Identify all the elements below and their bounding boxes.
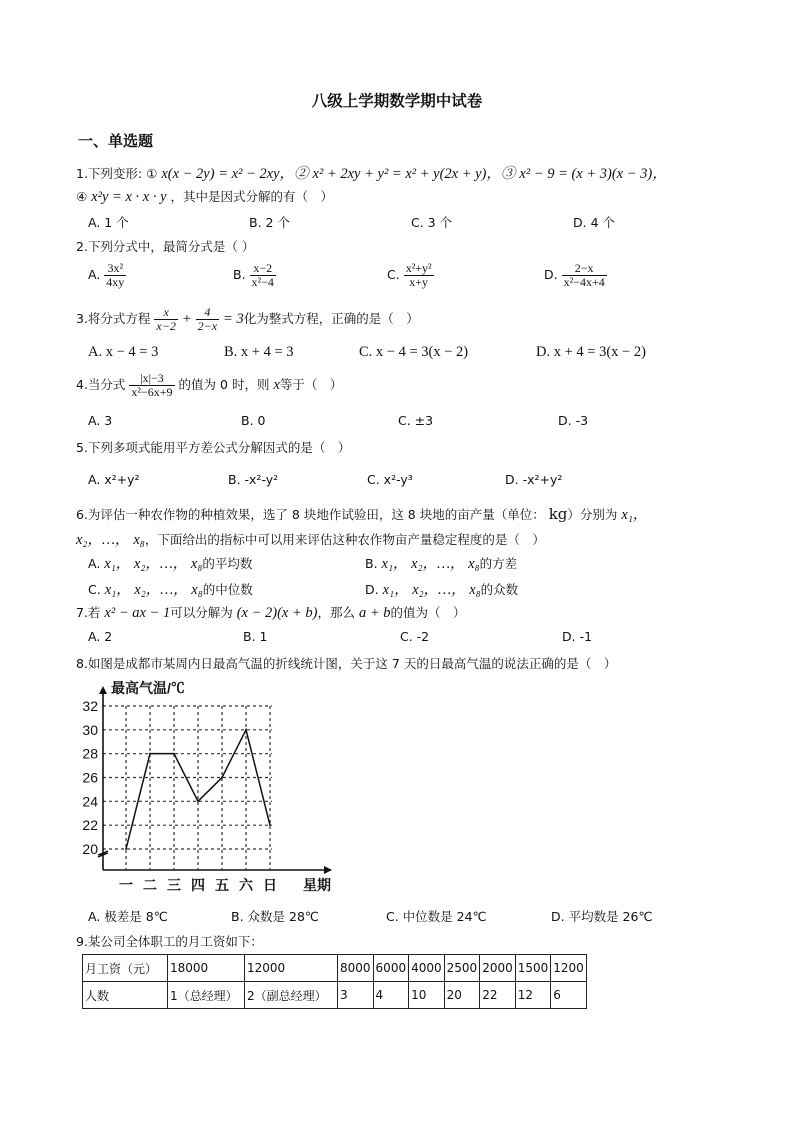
section-title: 一、单选题	[78, 132, 154, 150]
numerator: x	[154, 306, 177, 320]
q1-expr2: x² + 2xy + y² = x² + y(2x + y)，③	[312, 166, 516, 182]
chart-y-axis-label: 最高气温/℃	[111, 680, 185, 696]
q6-line1: 6.为评估一种农作物的种植效果，选了 8 块地作试验田，这 8 块地的亩产量（单位：	[76, 507, 545, 522]
chart-data-point	[173, 753, 175, 755]
denominator: x²−4	[251, 275, 274, 289]
q6-option-d[interactable]	[365, 578, 518, 599]
q7-stem-mid2: ，那么	[317, 605, 355, 620]
q6-unit: kg	[548, 505, 568, 523]
table-cell: 1200	[551, 955, 587, 982]
chart-x-tick-label: 五	[215, 877, 229, 893]
q7-option-d[interactable]: D. -1	[562, 629, 593, 644]
q1-expr1: x(x − 2y) = x² − 2xy，②	[161, 166, 309, 182]
chart-y-tick-label: 24	[82, 793, 98, 810]
table-cell: 2000	[480, 955, 516, 982]
q6-option-c-vars: x₁， x₂，…， x₈	[104, 582, 203, 598]
chart-x-tick-label: 一	[119, 877, 133, 893]
q6-option-b[interactable]	[365, 552, 517, 573]
q3-fraction-1	[154, 306, 177, 333]
table-cell: 22	[480, 982, 516, 1009]
chart-x-axis-label: 星期	[303, 877, 331, 893]
numerator: 4	[196, 306, 219, 320]
chart-data-point	[125, 848, 127, 850]
q7-stem-prefix: 7.若	[76, 605, 101, 620]
table-cell: 1（总经理）	[168, 982, 245, 1009]
q2-option-d-fraction	[562, 262, 607, 289]
table-cell: 12	[515, 982, 551, 1009]
numerator: |x|−3	[129, 372, 174, 386]
q6-line2-vars: x₂，…，	[76, 532, 130, 548]
chart-series-line	[125, 729, 271, 850]
q7-expr: x² − ax − 1	[104, 605, 171, 621]
chart-x-tick-label: 四	[191, 877, 205, 893]
question-1-line1	[76, 162, 667, 183]
question-5-stem: 5.下列多项式能用平方差公式分解因式的是（ ）	[76, 440, 351, 455]
chart-x-tick-label: 三	[167, 877, 181, 893]
q2-option-c-fraction	[404, 262, 434, 289]
q3-plus: +	[181, 311, 192, 327]
chart-y-tick-label: 28	[82, 745, 98, 762]
q6-x1: x₁，	[621, 507, 648, 523]
question-3-stem	[76, 306, 419, 333]
q4-fraction	[129, 372, 174, 399]
q2-option-b-fraction	[250, 262, 276, 289]
table-cell: 2500	[444, 955, 480, 982]
q6-option-a-label: A.	[88, 556, 101, 571]
q6-option-a[interactable]	[88, 552, 252, 573]
table-cell: 2（副总经理）	[245, 982, 338, 1009]
table-cell: 6000	[373, 955, 409, 982]
q6-line2-tail: ，下面给出的指标中可以用来评估这种农作物亩产量稳定程度的是（ ）	[144, 532, 545, 547]
chart-y-tick-label: 20	[82, 841, 98, 857]
q1-mark-4: ④	[76, 189, 88, 204]
q4-option-b[interactable]: B. 0	[241, 413, 266, 428]
q6-option-b-label: B.	[365, 556, 378, 571]
q1-option-a[interactable]: A. 1 个	[88, 215, 129, 230]
chart-tick-labels	[82, 698, 277, 893]
chart-data-point	[245, 729, 247, 731]
chart-y-tick-label: 32	[82, 698, 98, 714]
chart-y-tick-label: 22	[82, 817, 98, 834]
q4-option-d[interactable]: D. -3	[558, 413, 589, 428]
table-cell: 人数	[83, 982, 168, 1009]
q7-stem-suffix: 的值为（ ）	[390, 605, 466, 620]
chart-y-tick-label: 26	[82, 769, 98, 786]
q2-option-c[interactable]	[387, 262, 434, 289]
q5-option-a[interactable]: A. x²+y²	[88, 472, 140, 487]
table-cell: 1500	[515, 955, 551, 982]
chart-data-point	[221, 777, 223, 779]
table-row	[83, 982, 587, 1009]
denominator: x−2	[156, 319, 176, 333]
page-title: 八级上学期数学期中试卷	[311, 92, 483, 110]
q3-equals: = 3	[223, 311, 244, 327]
denominator: x²−4x+4	[563, 275, 605, 289]
denominator: x²−6x+9	[131, 385, 173, 399]
q2-option-d[interactable]	[544, 262, 607, 289]
table-cell: 18000	[168, 955, 245, 982]
q6-option-d-label: D.	[365, 582, 379, 597]
q6-option-c[interactable]	[88, 578, 253, 599]
q8-option-b[interactable]: B. 众数是 28℃	[231, 909, 319, 924]
q8-option-a[interactable]: A. 极差是 8℃	[88, 909, 168, 924]
table-cell: 20	[444, 982, 480, 1009]
q1-option-b[interactable]: B. 2 个	[249, 215, 290, 230]
q1-expr3: x² − 9 = (x + 3)(x − 3)，	[519, 166, 667, 182]
q3-option-c[interactable]: C. x − 4 = 3(x − 2)	[359, 344, 469, 360]
table-cell: 12000	[245, 955, 338, 982]
q6-line1-tail: ）分别为	[567, 507, 618, 522]
q4-stem-suffix: 等于（ ）	[279, 377, 343, 392]
q3-option-d[interactable]: D. x + 4 = 3(x − 2)	[536, 344, 646, 360]
denominator: x+y	[409, 275, 429, 289]
table-cell: 月工资（元）	[83, 955, 168, 982]
q2-option-b[interactable]	[233, 262, 276, 289]
question-1-line2	[76, 187, 333, 206]
q5-option-c[interactable]: C. x²-y³	[367, 472, 413, 487]
q7-option-c[interactable]: C. -2	[400, 629, 430, 644]
numerator: x²+y²	[405, 261, 432, 275]
q7-option-a[interactable]: A. 2	[88, 629, 113, 644]
question-2-stem: 2.下列分式中，最简分式是（ ）	[76, 239, 255, 254]
table-row	[83, 955, 587, 982]
chart-series-polyline	[126, 730, 270, 849]
q3-stem-prefix: 3.将分式方程	[76, 311, 151, 326]
numerator: x−2	[250, 262, 276, 276]
question-8-stem: 8.如图是成都市某周内日最高气温的折线统计图，关于这 7 天的日最高气温的说法正确的是（ ）	[76, 656, 617, 671]
numerator: 3x²	[104, 262, 126, 276]
q8-option-d[interactable]: D. 平均数是 26℃	[551, 909, 653, 924]
q3-option-b[interactable]: B. x + 4 = 3	[224, 344, 294, 360]
q6-option-d-vars: x₁， x₂，…， x₈	[382, 582, 481, 598]
q2-option-a-fraction	[104, 262, 126, 289]
q3-option-a[interactable]: A. x − 4 = 3	[88, 344, 159, 360]
temperature-line-chart	[76, 676, 338, 898]
q3-stem-suffix: 化为整式方程，正确的是（ ）	[243, 311, 419, 326]
chart-x-tick-label: 二	[143, 877, 157, 893]
q7-expr3: a + b	[358, 605, 391, 621]
chart-data-point	[197, 800, 199, 802]
chart-x-tick-label: 六	[239, 877, 253, 893]
chart-x-axis-arrow	[324, 866, 332, 874]
q4-stem-mid: 的值为 0 时，则	[178, 377, 270, 392]
question-7-stem	[76, 603, 466, 622]
question-6-line2	[76, 528, 545, 549]
q2-option-d-label: D.	[544, 267, 558, 282]
numerator: 2−x	[562, 262, 607, 276]
question-6-line1	[76, 503, 647, 524]
q8-option-c[interactable]: C. 中位数是 24℃	[386, 909, 487, 924]
salary-table	[82, 954, 587, 1009]
q7-expr2: (x − 2)(x + b)	[236, 605, 318, 621]
table-cell: 4000	[409, 955, 445, 982]
q6-option-c-text: 的中位数	[202, 582, 253, 597]
q6-option-a-text: 的平均数	[202, 556, 253, 571]
q4-option-c[interactable]: C. ±3	[398, 413, 434, 428]
q2-option-a[interactable]	[88, 262, 126, 289]
q4-stem-prefix: 4.当分式	[76, 377, 126, 392]
denominator: 4xy	[106, 275, 125, 289]
chart-y-tick-label: 30	[82, 721, 98, 738]
q5-option-b[interactable]: B. -x²-y²	[228, 472, 279, 487]
q1-stem-prefix: 1.下列变形: ①	[76, 166, 158, 181]
q7-option-b[interactable]: B. 1	[243, 629, 268, 644]
q1-option-c[interactable]: C. 3 个	[411, 215, 453, 230]
q1-option-d[interactable]: D. 4 个	[573, 215, 615, 230]
q6-option-d-text: 的众数	[480, 582, 519, 597]
q1-stem-suffix: ，其中是因式分解的有（ ）	[170, 189, 334, 204]
q4-var: x	[273, 377, 280, 393]
q5-option-d[interactable]: D. -x²+y²	[505, 472, 563, 487]
chart-axes	[98, 686, 332, 874]
q4-option-a[interactable]: A. 3	[88, 413, 113, 428]
chart-data-point	[269, 824, 271, 826]
question-4-stem	[76, 372, 342, 399]
q3-fraction-2	[196, 306, 219, 333]
q2-option-b-label: B.	[233, 267, 246, 282]
q6-option-c-label: C.	[88, 582, 101, 597]
table-cell: 8000	[338, 955, 374, 982]
chart-x-tick-label: 日	[263, 877, 277, 893]
table-cell: 10	[409, 982, 445, 1009]
q6-option-b-vars: x₁， x₂，…， x₈	[381, 556, 480, 572]
q1-expr4: x²y = x · x · y	[91, 189, 167, 205]
denominator: 2−x	[197, 319, 218, 333]
table-cell: 4	[373, 982, 409, 1009]
q2-option-a-label: A.	[88, 267, 101, 282]
q6-x8: x₈	[133, 532, 145, 548]
chart-y-axis-arrow	[99, 686, 107, 694]
q6-option-a-vars: x₁， x₂，…， x₈	[104, 556, 203, 572]
q7-stem-mid: 可以分解为	[170, 605, 233, 620]
table-cell: 3	[338, 982, 374, 1009]
table-cell: 6	[551, 982, 587, 1009]
q6-option-b-text: 的方差	[479, 556, 518, 571]
question-9-stem: 9.某公司全体职工的月工资如下：	[76, 934, 263, 949]
q2-option-c-label: C.	[387, 267, 400, 282]
chart-data-point	[149, 753, 151, 755]
